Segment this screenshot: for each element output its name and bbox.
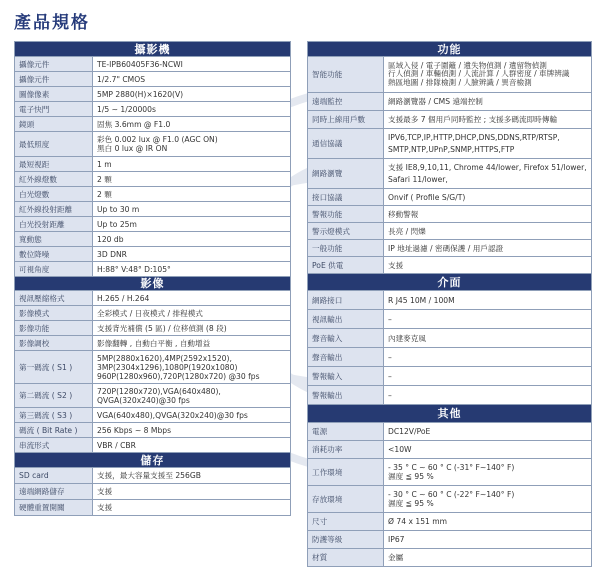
spec-column-right [307, 41, 592, 567]
spec-label: 影像調校 [15, 336, 93, 351]
spec-value: – [384, 386, 592, 405]
spec-value: – [384, 310, 592, 329]
spec-label: 警報輸出 [308, 386, 384, 405]
spec-row [15, 72, 291, 87]
spec-value: 金屬 [384, 549, 592, 567]
section-header-camera: 攝影機 [15, 42, 291, 57]
spec-label: 白光燈數 [15, 187, 93, 202]
spec-label: 警報功能 [308, 206, 384, 223]
spec-row [308, 348, 592, 367]
spec-label: 最短視距 [15, 157, 93, 172]
spec-value: 彩色 0.002 lux @ F1.0 (AGC ON) 黑白 0 lux @ IR ON [93, 132, 291, 157]
spec-value: 全彩模式 / 日夜模式 / 排程模式 [93, 306, 291, 321]
spec-value: 支援背光補償 (5 區) / 位移偵測 (8 段) [93, 321, 291, 336]
spec-row [15, 87, 291, 102]
spec-row [308, 486, 592, 513]
spec-row [15, 247, 291, 262]
spec-label: 電子快門 [15, 102, 93, 117]
spec-row [15, 187, 291, 202]
spec-value: 1 m [93, 157, 291, 172]
spec-label: 警報輸入 [308, 367, 384, 386]
spec-label: 警示燈模式 [308, 223, 384, 240]
spec-row [15, 172, 291, 187]
spec-value: 內建麥克風 [384, 329, 592, 348]
spec-label: 鏡頭 [15, 117, 93, 132]
spec-row [15, 57, 291, 72]
spec-label: 可視角度 [15, 262, 93, 277]
spec-label: 遠端監控 [308, 93, 384, 111]
spec-row [15, 438, 291, 453]
spec-row [308, 513, 592, 531]
spec-value: 移動警報 [384, 206, 592, 223]
section-header-other: 其他 [308, 405, 592, 423]
spec-row [308, 223, 592, 240]
section-header-storage: 儲存 [15, 453, 291, 468]
spec-label: 硬體重置開關 [15, 500, 93, 516]
spec-label: 紅外線燈數 [15, 172, 93, 187]
spec-value: 5MP 2880(H)×1620(V) [93, 87, 291, 102]
spec-value: 720P(1280x720),VGA(640x480), QVGA(320x240)@30 fps [93, 384, 291, 408]
spec-row [15, 291, 291, 306]
spec-label: 攝像元件 [15, 57, 93, 72]
spec-value: IP67 [384, 531, 592, 549]
spec-value: TE-IPB60405F36-NCWI [93, 57, 291, 72]
spec-row [15, 262, 291, 277]
spec-value: VGA(640x480),QVGA(320x240)@30 fps [93, 408, 291, 423]
spec-row [308, 159, 592, 189]
spec-value: 支援最多 7 個用戶同時監控 ; 支援多碼流即時傳輸 [384, 111, 592, 129]
spec-row [308, 310, 592, 329]
spec-label: 影像功能 [15, 321, 93, 336]
spec-row [15, 351, 291, 384]
spec-label: 影像模式 [15, 306, 93, 321]
spec-row [308, 386, 592, 405]
spec-label: 白光投射距離 [15, 217, 93, 232]
spec-label: 網路接口 [308, 291, 384, 310]
spec-row [308, 240, 592, 257]
spec-label: 存放環境 [308, 486, 384, 513]
spec-label: 消耗功率 [308, 441, 384, 459]
spec-label: 紅外線投射距離 [15, 202, 93, 217]
spec-row [15, 336, 291, 351]
spec-row [15, 408, 291, 423]
spec-value: H:88° V:48° D:105° [93, 262, 291, 277]
spec-value: - 30 ° C ~ 60 ° C (-22° F~140° F) 濕度 ≦ 95 % [384, 486, 592, 513]
spec-label: 工作環境 [308, 459, 384, 486]
spec-value: 1/5 ~ 1/20000s [93, 102, 291, 117]
spec-value: 支援 [93, 500, 291, 516]
spec-row [308, 291, 592, 310]
spec-label: 第一碼流 ( S1 ) [15, 351, 93, 384]
spec-value: 5MP(2880x1620),4MP(2592x1520), 3MP(2304x1296),1080P(1920x1080) 960P(1280x960),720P(1280x720) @30 fps [93, 351, 291, 384]
spec-label: 寬動態 [15, 232, 93, 247]
section-header-functions: 功能 [308, 42, 592, 57]
page-title: 產品規格 [14, 13, 90, 33]
spec-value: <10W [384, 441, 592, 459]
spec-row [308, 189, 592, 206]
spec-row [15, 500, 291, 516]
section-header-video: 影像 [15, 277, 291, 291]
spec-value: IPV6,TCP,IP,HTTP,DHCP,DNS,DDNS,RTP/RTSP, SMTP,NTP,UPnP,SNMP,HTTPS,FTP [384, 129, 592, 159]
spec-value: 2 顆 [93, 172, 291, 187]
spec-label: 視訊輸出 [308, 310, 384, 329]
spec-row [308, 441, 592, 459]
spec-label: 網路瀏覽 [308, 159, 384, 189]
spec-value: 支援 IE8,9,10,11, Chrome 44/lower, Firefox 51/lower, Safari 11/lower, [384, 159, 592, 189]
spec-row [308, 93, 592, 111]
spec-row [308, 423, 592, 441]
spec-value: – [384, 348, 592, 367]
spec-label: 圖像像素 [15, 87, 93, 102]
section-header-interface: 介面 [308, 274, 592, 291]
spec-row [308, 57, 592, 93]
spec-row [308, 206, 592, 223]
spec-value: 區域入侵 / 電子圍籬 / 遺失物偵測 / 遺留物偵測 行人偵測 / 車輛偵測 / 人流計算 / 人群密度 / 車牌辨識 熱區地圖 / 排隊檢測 / 人臉辨識 / 異音檢測 [384, 57, 592, 93]
spec-value: Up to 25m [93, 217, 291, 232]
spec-label: 串流形式 [15, 438, 93, 453]
spec-label: 數位降噪 [15, 247, 93, 262]
spec-label: 視訊壓縮格式 [15, 291, 93, 306]
spec-value: 3D DNR [93, 247, 291, 262]
spec-label: 防護等級 [308, 531, 384, 549]
spec-row [308, 531, 592, 549]
spec-table-left [14, 41, 291, 516]
spec-value: IP 地址過濾 / 密碼保護 / 用戶認證 [384, 240, 592, 257]
spec-label: 接口協議 [308, 189, 384, 206]
spec-row [15, 157, 291, 172]
spec-value: – [384, 367, 592, 386]
spec-label: 一般功能 [308, 240, 384, 257]
spec-label: 尺寸 [308, 513, 384, 531]
spec-label: SD card [15, 468, 93, 484]
spec-value: Onvif ( Profile S/G/T) [384, 189, 592, 206]
spec-row [308, 257, 592, 274]
spec-row [15, 117, 291, 132]
spec-row [15, 132, 291, 157]
spec-value: DC12V/PoE [384, 423, 592, 441]
spec-label: 遠端網路儲存 [15, 484, 93, 500]
spec-row [308, 459, 592, 486]
spec-label: 智能功能 [308, 57, 384, 93]
spec-row [308, 111, 592, 129]
spec-value: R J45 10M / 100M [384, 291, 592, 310]
spec-label: 同時上線用戶數 [308, 111, 384, 129]
spec-label: 攝像元件 [15, 72, 93, 87]
spec-value: 固焦 3.6mm @ F1.0 [93, 117, 291, 132]
spec-label: 通信協議 [308, 129, 384, 159]
spec-value: 120 db [93, 232, 291, 247]
spec-value: 支援，最大容量支援至 256GB [93, 468, 291, 484]
spec-row [15, 484, 291, 500]
spec-row [15, 423, 291, 438]
spec-row [15, 232, 291, 247]
spec-label: 聲音輸入 [308, 329, 384, 348]
spec-row [15, 217, 291, 232]
spec-value: 影像翻轉 , 自動白平衡 , 自動增益 [93, 336, 291, 351]
spec-row [308, 549, 592, 567]
spec-label: 材質 [308, 549, 384, 567]
spec-row [308, 367, 592, 386]
spec-row [15, 306, 291, 321]
spec-value: 256 Kbps ~ 8 Mbps [93, 423, 291, 438]
spec-row [15, 468, 291, 484]
spec-row [15, 102, 291, 117]
spec-value: - 35 ° C ~ 60 ° C (-31° F~140° F) 濕度 ≦ 95 % [384, 459, 592, 486]
spec-row [308, 129, 592, 159]
spec-label: 第三碼流 ( S3 ) [15, 408, 93, 423]
spec-value: 網路瀏覽器 / CMS 遠端控制 [384, 93, 592, 111]
spec-row [15, 321, 291, 336]
spec-value: 長亮 / 閃爍 [384, 223, 592, 240]
spec-column-left [14, 41, 291, 516]
spec-value: 2 顆 [93, 187, 291, 202]
spec-row [15, 202, 291, 217]
spec-label: 最低照度 [15, 132, 93, 157]
spec-value: Up to 30 m [93, 202, 291, 217]
spec-value: 支援 [93, 484, 291, 500]
spec-label: PoE 供電 [308, 257, 384, 274]
spec-label: 第二碼流 ( S2 ) [15, 384, 93, 408]
spec-row [308, 329, 592, 348]
spec-label: 碼流 ( Bit Rate ) [15, 423, 93, 438]
spec-value: 1/2.7" CMOS [93, 72, 291, 87]
spec-value: H.265 / H.264 [93, 291, 291, 306]
spec-value: Ø 74 x 151 mm [384, 513, 592, 531]
spec-row [15, 384, 291, 408]
spec-table-right [307, 41, 592, 567]
spec-label: 電源 [308, 423, 384, 441]
spec-value: 支援 [384, 257, 592, 274]
spec-value: VBR / CBR [93, 438, 291, 453]
spec-label: 聲音輸出 [308, 348, 384, 367]
